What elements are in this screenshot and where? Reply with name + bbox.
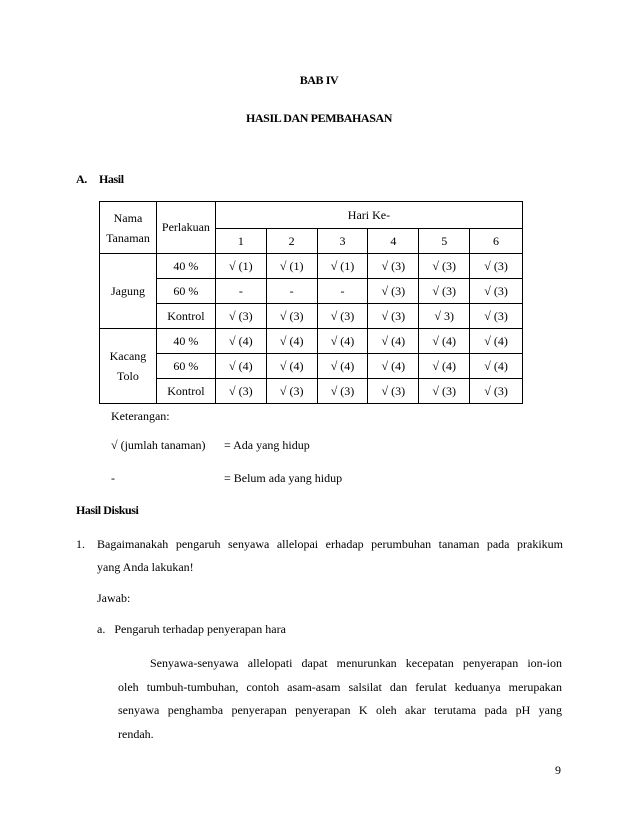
header-nama: Nama xyxy=(113,210,143,225)
value-cell: √ (3) xyxy=(470,254,523,279)
value-cell: √ (3) xyxy=(419,279,470,304)
treatment-cell: 40 % xyxy=(156,254,215,279)
section-a-letter: A. xyxy=(76,172,87,186)
value-cell: √ (3) xyxy=(215,304,266,329)
plant-name-line: Tolo xyxy=(117,369,139,383)
value-cell: - xyxy=(317,279,368,304)
value-cell: √ (4) xyxy=(266,354,317,379)
plant-kacang-tolo xyxy=(100,329,157,404)
paragraph-line: oleh tumbuh-tumbuhan, contoh asam-asam salsilat dan ferulat keduanya merupakan xyxy=(118,680,562,694)
results-table xyxy=(99,201,523,404)
value-cell: √ (4) xyxy=(317,354,368,379)
value-cell: √ (3) xyxy=(317,304,368,329)
table-row xyxy=(100,354,523,379)
header-hari-ke: Hari Ke- xyxy=(215,202,522,229)
header-perlakuan: Perlakuan xyxy=(156,202,215,254)
value-cell: √ (4) xyxy=(419,354,470,379)
header-tanaman: Tanaman xyxy=(106,230,150,245)
value-cell: √ (1) xyxy=(215,254,266,279)
value-cell: √ (4) xyxy=(419,329,470,354)
discussion-title: Hasil Diskusi xyxy=(76,503,139,517)
value-cell: √ (3) xyxy=(215,379,266,404)
value-cell: √ (3) xyxy=(470,304,523,329)
treatment-cell: 60 % xyxy=(156,279,215,304)
header-day: 2 xyxy=(266,229,317,254)
paragraph-line: senyawa penghamba penyerapan penyerapan K oleh akar terutama pada pH yang xyxy=(118,703,562,717)
value-cell: √ (3) xyxy=(368,304,419,329)
value-cell: √ (3) xyxy=(470,279,523,304)
question-line: Bagaimanakah pengaruh senyawa allelopai erhadap perumbuhan tanaman pada prakikum xyxy=(97,537,563,551)
value-cell: √ (4) xyxy=(470,354,523,379)
header-day: 5 xyxy=(419,229,470,254)
header-nama-tanaman xyxy=(100,202,157,254)
value-cell: √ (4) xyxy=(266,329,317,354)
page-number: 9 xyxy=(555,763,561,777)
chapter-title: HASIL DAN PEMBAHASAN xyxy=(245,111,393,125)
value-cell: √ (4) xyxy=(470,329,523,354)
treatment-cell: 60 % xyxy=(156,354,215,379)
sub-heading-a: a. Pengaruh terhadap penyerapan hara xyxy=(97,622,286,636)
chapter-number: BAB IV xyxy=(299,73,339,87)
value-cell: √ (3) xyxy=(266,379,317,404)
table-row xyxy=(100,279,523,304)
value-cell: √ (4) xyxy=(215,329,266,354)
value-cell: √ (3) xyxy=(368,254,419,279)
value-cell: √ (4) xyxy=(215,354,266,379)
question-number: 1. xyxy=(76,537,85,551)
header-day: 4 xyxy=(368,229,419,254)
value-cell: √ (4) xyxy=(368,329,419,354)
value-cell: √ (3) xyxy=(470,379,523,404)
value-cell: - xyxy=(266,279,317,304)
treatment-cell: Kontrol xyxy=(156,304,215,329)
value-cell: √ (3) xyxy=(317,379,368,404)
table-row xyxy=(100,329,523,354)
legend-symbol: - xyxy=(111,471,115,485)
value-cell: √ (4) xyxy=(317,329,368,354)
value-cell: - xyxy=(215,279,266,304)
treatment-cell: 40 % xyxy=(156,329,215,354)
plant-name-line: Kacang xyxy=(109,349,147,363)
header-day: 1 xyxy=(215,229,266,254)
plant-jagung: Jagung xyxy=(100,254,157,329)
header-day: 6 xyxy=(470,229,523,254)
value-cell: √ 3) xyxy=(419,304,470,329)
paragraph-line: Senyawa-senyawa allelopati dapat menurunkan kecepatan penyerapan ion-ion xyxy=(150,656,562,670)
value-cell: √ (1) xyxy=(266,254,317,279)
table-row xyxy=(100,379,523,404)
question-line: yang Anda lakukan! xyxy=(97,560,194,574)
treatment-cell: Kontrol xyxy=(156,379,215,404)
table-row xyxy=(100,254,523,279)
legend-meaning: = Ada yang hidup xyxy=(224,438,310,452)
value-cell: √ (3) xyxy=(419,379,470,404)
value-cell: √ (1) xyxy=(317,254,368,279)
value-cell: √ (3) xyxy=(368,279,419,304)
legend-symbol: √ (jumlah tanaman) xyxy=(111,438,206,452)
header-day: 3 xyxy=(317,229,368,254)
value-cell: √ (3) xyxy=(419,254,470,279)
table-row xyxy=(100,304,523,329)
value-cell: √ (4) xyxy=(368,354,419,379)
answer-label: Jawab: xyxy=(97,591,131,605)
value-cell: √ (3) xyxy=(266,304,317,329)
section-a-title: Hasil xyxy=(99,172,124,186)
paragraph-line: rendah. xyxy=(118,727,154,741)
value-cell: √ (3) xyxy=(368,379,419,404)
legend-meaning: = Belum ada yang hidup xyxy=(224,471,343,485)
legend-title: Keterangan: xyxy=(111,409,170,423)
